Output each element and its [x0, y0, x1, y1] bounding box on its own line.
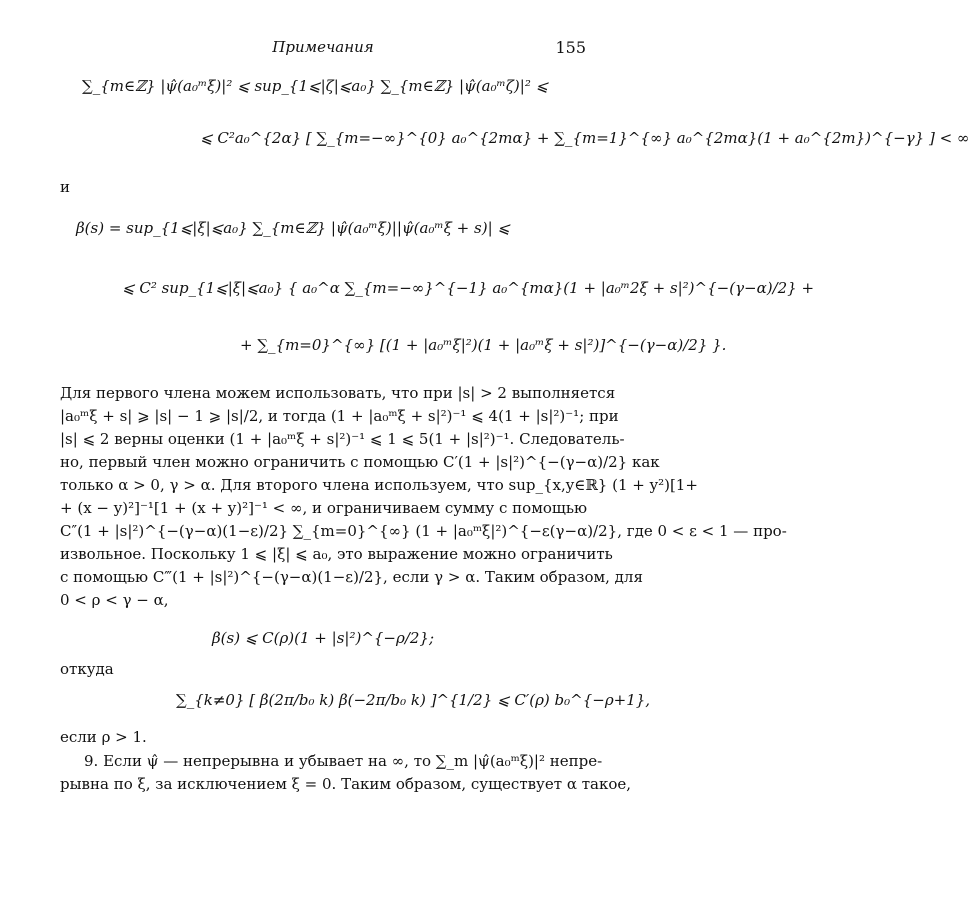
paragraph-estimates	[60, 382, 787, 612]
conjunction-and: и	[60, 178, 70, 196]
word-whence: откуда	[60, 660, 114, 678]
text-line: 9. Если ψ̂ — непрерывна и убывает на ∞, то ∑_m |ψ̂(a₀ᵐξ)|² непре-	[84, 752, 603, 770]
formula-2-line-3: + ∑_{m=0}^{∞} [(1 + |a₀ᵐξ|²)(1 + |a₀ᵐξ + s|²)]^{−(γ−α)/2} }.	[240, 336, 727, 354]
page-number: 155	[555, 38, 586, 57]
text-line: но, первый член можно ограничить с помощью C′(1 + |s|²)^{−(γ−α)/2} как	[60, 453, 660, 471]
page-header	[60, 38, 586, 60]
text-line: + (x − y)²]⁻¹[1 + (x + y)²]⁻¹ < ∞, и ограничиваем сумму с помощью	[60, 499, 588, 517]
running-title: Примечания	[272, 38, 374, 56]
formula-2-line-2: ⩽ C² sup_{1⩽|ξ|⩽a₀} { a₀^α ∑_{m=−∞}^{−1} a₀^{mα}(1 + |a₀ᵐ2ξ + s|²)^{−(γ−α)/2} +	[122, 279, 815, 297]
condition-rho: если ρ > 1.	[60, 728, 147, 746]
formula-3: β(s) ⩽ C(ρ)(1 + |s|²)^{−ρ/2};	[211, 629, 435, 647]
text-line: извольное. Поскольку 1 ⩽ |ξ| ⩽ a₀, это выражение можно ограничить	[60, 545, 613, 563]
text-line: рывна по ξ, за исключением ξ = 0. Таким образом, существует α такое,	[60, 775, 632, 793]
text-line: с помощью C‴(1 + |s|²)^{−(γ−α)(1−ε)/2}, если γ > α. Таким образом, для	[60, 568, 643, 586]
text-line: |s| ⩽ 2 верны оценки (1 + |a₀ᵐξ + s|²)⁻¹ ⩽ 1 ⩽ 5(1 + |s|²)⁻¹. Следователь-	[60, 430, 625, 448]
paragraph-note-9	[60, 750, 632, 796]
formula-2-line-1: β(s) = sup_{1⩽|ξ|⩽a₀} ∑_{m∈ℤ} |ψ̂(a₀ᵐξ)||ψ̂(a₀ᵐξ + s)| ⩽	[76, 219, 510, 237]
text-line: 0 < ρ < γ − α,	[60, 591, 169, 609]
text-line: C″(1 + |s|²)^{−(γ−α)(1−ε)/2} ∑_{m=0}^{∞} (1 + |a₀ᵐξ|²)^{−ε(γ−α)/2}, где 0 < ε < 1 — про-	[60, 522, 787, 540]
formula-1-line-1: ∑_{m∈ℤ} |ψ̂(a₀ᵐξ)|² ⩽ sup_{1⩽|ζ|⩽a₀} ∑_{m∈ℤ} |ψ̂(a₀ᵐζ)|² ⩽	[82, 77, 549, 95]
text-line: |a₀ᵐξ + s| ⩾ |s| − 1 ⩾ |s|/2, и тогда (1 + |a₀ᵐξ + s|²)⁻¹ ⩽ 4(1 + |s|²)⁻¹; при	[60, 407, 619, 425]
formula-1-line-2: ⩽ C²a₀^{2α} [ ∑_{m=−∞}^{0} a₀^{2mα} + ∑_{m=1}^{∞} a₀^{2mα}(1 + a₀^{2m})^{−γ} ] < ∞	[200, 129, 969, 147]
formula-4: ∑_{k≠0} [ β(2π/b₀ k) β(−2π/b₀ k) ]^{1/2} ⩽ C′(ρ) b₀^{−ρ+1},	[176, 691, 651, 709]
text-line: только α > 0, γ > α. Для второго члена используем, что sup_{x,y∈ℝ} (1 + y²)[1+	[60, 476, 698, 494]
text-line: Для первого члена можем использовать, что при |s| > 2 выполняется	[60, 384, 616, 402]
